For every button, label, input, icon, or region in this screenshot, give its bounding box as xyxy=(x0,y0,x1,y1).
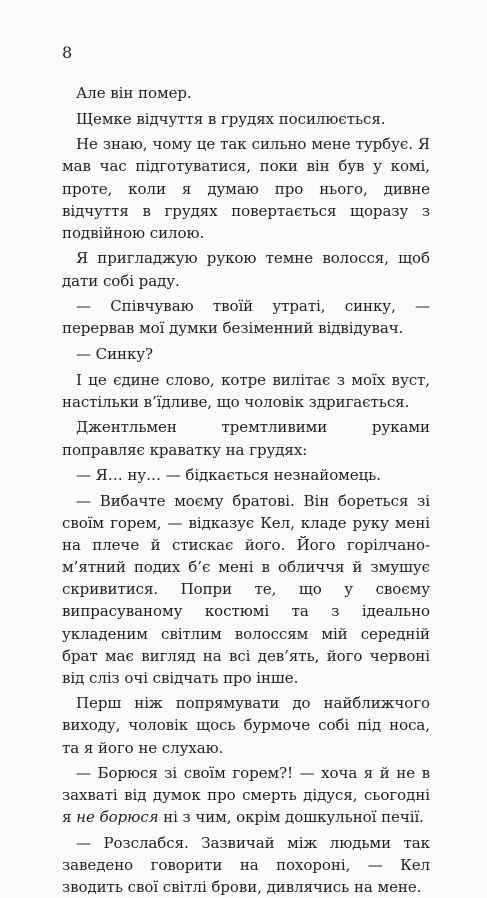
text-run: Не знаю, чому це так сильно мене турбує. Я мав час підготуватися, поки він був у комі, проте, коли я думаю про нього, дивне відчуття в грудях повертається щоразу з подвійною силою. xyxy=(62,135,430,242)
text-run: — Розслабся. Зазвичай між людьми так заведено говорити на похороні, — Кел зводить свої світлі брови, дивлячись на мене. xyxy=(62,834,430,897)
paragraph-11 xyxy=(62,692,430,758)
paragraph-3 xyxy=(62,133,430,243)
text-run: Я пригладжую рукою темне волосся, щоб дати собі раду. xyxy=(62,249,430,290)
text-run: — Я… ну… — бідкається незнайомець. xyxy=(76,466,381,485)
text-run: І це єдине слово, котре вилітає з моїх вуст, настільки в’їдливе, що чоловік здригається. xyxy=(62,370,430,411)
paragraph-8 xyxy=(62,416,430,460)
text-run: Джентльмен тремтливими руками поправляє краватку на грудях: xyxy=(62,418,430,459)
text-run: — Борюся зі своїм горем?! — хоча я й не в захваті від думок про смерть дідуся, сьогодні я xyxy=(62,764,430,827)
paragraph-13 xyxy=(62,832,430,898)
text-run: — Синку? xyxy=(76,345,154,363)
paragraph-1 xyxy=(62,82,430,104)
text-run: Але він помер. xyxy=(76,84,192,102)
paragraph-4 xyxy=(62,247,430,291)
text-run: Перш ніж попрямувати до найближчого виходу, чоловік щось бурмоче собі під носа, та я його не слухаю. xyxy=(62,694,430,757)
text-run: ні з чим, окрім дошкульної печії. xyxy=(158,808,424,827)
paragraph-6 xyxy=(62,343,430,365)
text-run: — Вибачте моєму братові. Він бореться зі своїм горем, — відказує Кел, кладе руку мені на плече й стискає його. Його горілчано-м’ятний подих б’є мені в обличчя й змушує скривитися. Попри те, що у своєму випрасуваному костюмі та з ідеально укладеним світлим волоссям мій середній брат має вигляд на всі дев’ять, його червоні від сліз очі свідчать про інше. xyxy=(62,491,430,687)
emphasized-text: не борюся xyxy=(76,808,159,827)
paragraph-5 xyxy=(62,295,430,339)
paragraph-9 xyxy=(62,464,430,486)
paragraph-2 xyxy=(62,108,430,130)
paragraph-12 xyxy=(62,762,430,828)
paragraph-7 xyxy=(62,369,430,413)
page-text xyxy=(62,82,430,898)
text-run: — Співчуваю твоїй утраті, синку, — перервав мої думки безіменний відвідувач. xyxy=(62,297,430,338)
page-number: 8 xyxy=(62,43,73,62)
paragraph-10 xyxy=(62,490,430,689)
text-run: Щемке відчуття в грудях посилюється. xyxy=(76,109,386,128)
